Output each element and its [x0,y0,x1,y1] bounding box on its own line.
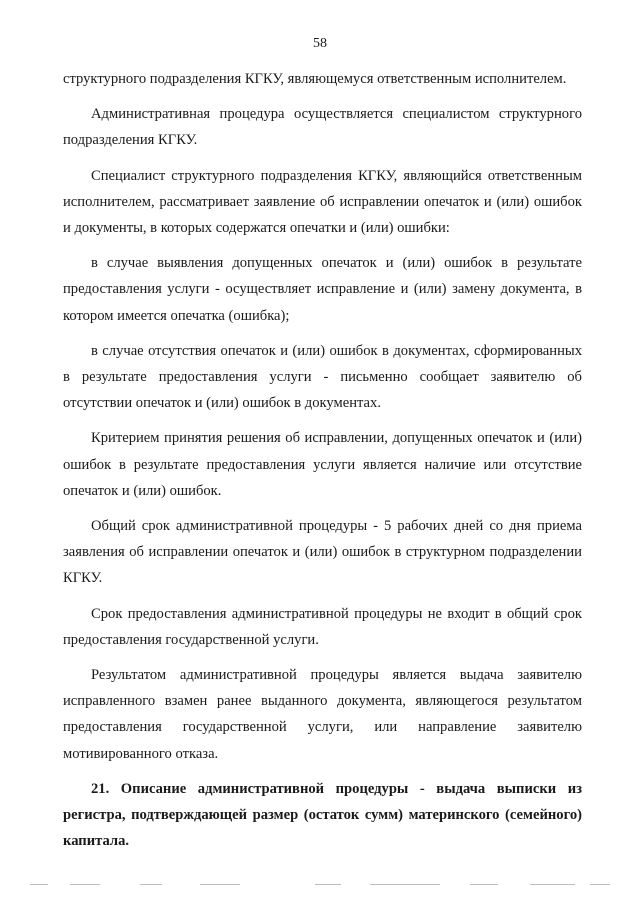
list-paragraph: в случае отсутствия опечаток и (или) ошибок в документах, сформированных в результате предоставления услуги - письменно сообщает заявителю об отсутствии опечаток и (или) ошибок в документах. [63,342,582,412]
document-body [63,66,582,863]
section-heading: 21. Описание административной процедуры - выдача выписки из регистра, подтверждающей размер (остаток сумм) материнского (семейного) капитала. [63,780,582,850]
paragraph: Общий срок административной процедуры - 5 рабочих дней со дня приема заявления об исправлении опечаток и (или) ошибок в структурном подразделении КГКУ. [63,518,582,587]
paragraph: Критерием принятия решения об исправлении, допущенных опечаток и (или) ошибок в результате предоставления услуги является наличие или отсутствие опечаток и (или) ошибок. [63,430,582,499]
paragraph: Результатом административной процедуры является выдача заявителю исправленного взамен ранее выданного документа, являющегося результатом предоставления государственной услуги, или направление заявителю мотивированного отказа. [63,667,582,762]
paragraph: структурного подразделения КГКУ, являющемуся ответственным исполнителем. [63,71,567,87]
paragraph: Срок предоставления административной процедуры не входит в общий срок предоставления государственной услуги. [63,605,582,648]
page-number: 58 [313,36,327,51]
paragraph: Специалист структурного подразделения КГКУ, являющийся ответственным исполнителем, рассматривает заявление об исправлении опечаток и (или) ошибок и документы, в которых содержатся опечатки и (или) ошибки: [63,167,582,237]
scan-artifacts [30,884,610,886]
paragraph: Административная процедура осуществляется специалистом структурного подразделения КГКУ. [63,106,582,149]
list-paragraph: в случае выявления допущенных опечаток и (или) ошибок в результате предоставления услуги - осуществляет исправление и (или) замену документа, в котором имеется опечатка (ошибка); [63,255,582,324]
